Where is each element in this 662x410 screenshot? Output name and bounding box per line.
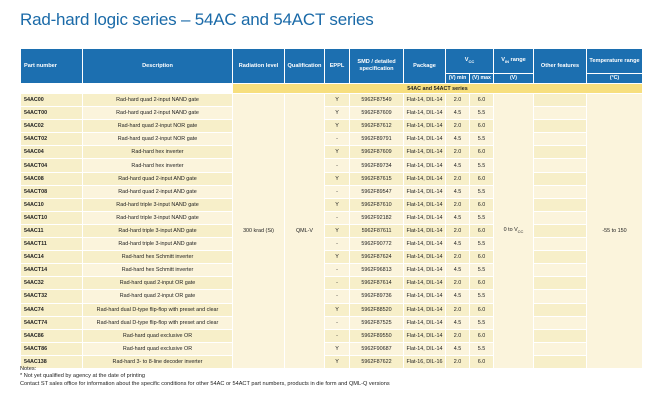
cell-other-features xyxy=(534,316,587,329)
cell-description: Rad-hard quad 2-input AND gate xyxy=(83,172,233,185)
cell-vmax: 6.0 xyxy=(470,303,494,316)
cell-other-features xyxy=(534,342,587,355)
cell-part-number: 54AC04 xyxy=(21,146,83,159)
cell-eppl: - xyxy=(325,316,350,329)
header-vmin: (V) min xyxy=(446,74,470,84)
header-vin-label: V xyxy=(501,56,505,63)
cell-vmin: 2.0 xyxy=(446,355,470,368)
cell-description: Rad-hard triple 3-input NAND gate xyxy=(83,198,233,211)
notes-line-1: * Not yet qualified by agency at the date of printing xyxy=(20,373,146,380)
cell-other-features xyxy=(534,329,587,342)
cell-package: Flat-14, DIL-14 xyxy=(404,277,446,290)
table-row xyxy=(21,172,643,185)
header-radiation-level: Radiation level xyxy=(233,49,285,84)
cell-eppl: Y xyxy=(325,146,350,159)
cell-vmin: 2.0 xyxy=(446,329,470,342)
table-row xyxy=(21,303,643,316)
table-row xyxy=(21,290,643,303)
cell-vmax: 5.5 xyxy=(470,264,494,277)
cell-temp-range: -55 to 150 xyxy=(587,94,643,369)
cell-part-number: 54AC02 xyxy=(21,120,83,133)
table-row xyxy=(21,198,643,211)
cell-description: Rad-hard hex Schmitt inverter xyxy=(83,251,233,264)
cell-smd: 5962F87622 xyxy=(350,355,404,368)
cell-other-features xyxy=(534,198,587,211)
cell-description: Rad-hard triple 3-input NAND gate xyxy=(83,211,233,224)
cell-smd: 5962F87609 xyxy=(350,107,404,120)
cell-eppl: - xyxy=(325,277,350,290)
cell-part-number: 54ACT02 xyxy=(21,133,83,146)
cell-vmax: 6.0 xyxy=(470,120,494,133)
cell-other-features xyxy=(534,238,587,251)
cell-vmin: 4.5 xyxy=(446,264,470,277)
cell-other-features xyxy=(534,290,587,303)
cell-part-number: 54AC32 xyxy=(21,277,83,290)
header-vin-sub: IN xyxy=(504,59,509,65)
cell-part-number: 54ACT04 xyxy=(21,159,83,172)
cell-vmin: 2.0 xyxy=(446,146,470,159)
table-row xyxy=(21,316,643,329)
header-vmax: (V) max xyxy=(470,74,494,84)
cell-package: Flat-14, DIL-14 xyxy=(404,251,446,264)
cell-smd: 5962F89791 xyxy=(350,133,404,146)
cell-package: Flat-14, DIL-14 xyxy=(404,303,446,316)
cell-vmin: 2.0 xyxy=(446,224,470,237)
cell-part-number: 54AC11 xyxy=(21,224,83,237)
notes xyxy=(20,366,390,388)
cell-vmax: 6.0 xyxy=(470,355,494,368)
cell-package: Flat-14, DIL-14 xyxy=(404,329,446,342)
cell-part-number: 54ACT86 xyxy=(21,342,83,355)
cell-other-features xyxy=(534,159,587,172)
cell-package: Flat-14, DIL-14 xyxy=(404,107,446,120)
header-vin-unit: (V) xyxy=(494,74,534,84)
table-row xyxy=(21,238,643,251)
cell-package: Flat-14, DIL-14 xyxy=(404,120,446,133)
notes-line-2: Contact ST sales office for information about the specific conditions for other 54AC or 54ACT part numbers, products in die form and QML-Q versions xyxy=(20,380,390,387)
series-label: 54AC and 54ACT series xyxy=(233,84,643,94)
cell-smd: 5962F89736 xyxy=(350,290,404,303)
cell-description: Rad-hard dual D-type flip-flop with preset and clear xyxy=(83,303,233,316)
cell-vmin: 2.0 xyxy=(446,120,470,133)
cell-vmax: 5.5 xyxy=(470,342,494,355)
cell-description: Rad-hard quad 2-input OR gate xyxy=(83,290,233,303)
cell-part-number: 54ACT11 xyxy=(21,238,83,251)
cell-other-features xyxy=(534,172,587,185)
cell-vmax: 5.5 xyxy=(470,133,494,146)
cell-package: Flat-14, DIL-14 xyxy=(404,342,446,355)
cell-smd: 5962F87612 xyxy=(350,120,404,133)
header-eppl: EPPL xyxy=(325,49,350,84)
header-vcc-label: V xyxy=(464,56,469,63)
table-row xyxy=(21,342,643,355)
cell-vmin: 4.5 xyxy=(446,159,470,172)
cell-smd: 5962F89734 xyxy=(350,159,404,172)
series-blank xyxy=(21,84,233,94)
header-vin-suffix: range xyxy=(508,56,526,63)
cell-description: Rad-hard quad exclusive OR xyxy=(83,342,233,355)
cell-eppl: - xyxy=(325,133,350,146)
cell-eppl: Y xyxy=(325,198,350,211)
cell-vmin: 4.5 xyxy=(446,290,470,303)
cell-vmax: 6.0 xyxy=(470,172,494,185)
cell-smd: 5962F89547 xyxy=(350,185,404,198)
header-qualification: Qualification xyxy=(285,49,325,84)
cell-other-features xyxy=(534,94,587,107)
cell-vin-range-label: 0 to V xyxy=(503,227,518,234)
cell-smd: 5962F90772 xyxy=(350,238,404,251)
cell-package: Flat-14, DIL-14 xyxy=(404,224,446,237)
cell-eppl: - xyxy=(325,238,350,251)
cell-part-number: 54AC86 xyxy=(21,329,83,342)
table-row xyxy=(21,94,643,107)
cell-eppl: - xyxy=(325,290,350,303)
table-row xyxy=(21,107,643,120)
cell-eppl: Y xyxy=(325,107,350,120)
cell-description: Rad-hard quad 2-input AND gate xyxy=(83,185,233,198)
cell-eppl: - xyxy=(325,329,350,342)
cell-smd: 5962F87615 xyxy=(350,172,404,185)
table-row xyxy=(21,329,643,342)
cell-eppl: Y xyxy=(325,224,350,237)
table-row xyxy=(21,251,643,264)
cell-vmax: 6.0 xyxy=(470,198,494,211)
cell-smd: 5962F87609 xyxy=(350,146,404,159)
cell-vmin: 2.0 xyxy=(446,172,470,185)
cell-eppl: - xyxy=(325,159,350,172)
cell-description: Rad-hard quad 2-input OR gate xyxy=(83,277,233,290)
cell-other-features xyxy=(534,120,587,133)
table-row xyxy=(21,120,643,133)
cell-package: Flat-14, DIL-14 xyxy=(404,94,446,107)
cell-vmin: 4.5 xyxy=(446,316,470,329)
cell-other-features xyxy=(534,185,587,198)
cell-vmax: 5.5 xyxy=(470,238,494,251)
header-smd: SMD / detailed specification xyxy=(350,49,404,84)
cell-vmax: 5.5 xyxy=(470,316,494,329)
notes-heading: Notes: xyxy=(20,366,37,372)
cell-vmax: 6.0 xyxy=(470,146,494,159)
cell-package: Flat-14, DIL-14 xyxy=(404,290,446,303)
cell-part-number: 54AC14 xyxy=(21,251,83,264)
cell-vmax: 6.0 xyxy=(470,277,494,290)
cell-other-features xyxy=(534,224,587,237)
cell-vmin: 4.5 xyxy=(446,107,470,120)
cell-vmax: 6.0 xyxy=(470,251,494,264)
cell-smd: 5962F89550 xyxy=(350,329,404,342)
cell-other-features xyxy=(534,355,587,368)
cell-description: Rad-hard hex inverter xyxy=(83,159,233,172)
cell-description: Rad-hard quad 2-input NOR gate xyxy=(83,120,233,133)
header-package: Package xyxy=(404,49,446,84)
cell-other-features xyxy=(534,277,587,290)
table-row xyxy=(21,277,643,290)
table-row xyxy=(21,185,643,198)
cell-smd: 5962F87614 xyxy=(350,277,404,290)
table-row xyxy=(21,264,643,277)
cell-vmin: 2.0 xyxy=(446,251,470,264)
header-temp-unit: (°C) xyxy=(587,74,643,84)
cell-smd: 5962F87624 xyxy=(350,251,404,264)
cell-radiation-level: 300 krad (Si) xyxy=(233,94,285,369)
cell-description: Rad-hard dual D-type flip-flop with preset and clear xyxy=(83,316,233,329)
cell-eppl: Y xyxy=(325,251,350,264)
cell-smd: 5962F87549 xyxy=(350,94,404,107)
cell-description: Rad-hard hex Schmitt inverter xyxy=(83,264,233,277)
header-description: Description xyxy=(83,49,233,84)
cell-other-features xyxy=(534,107,587,120)
cell-vmax: 6.0 xyxy=(470,224,494,237)
cell-package: Flat-14, DIL-14 xyxy=(404,264,446,277)
cell-smd: 5962F87611 xyxy=(350,224,404,237)
cell-package: Flat-14, DIL-14 xyxy=(404,198,446,211)
cell-vin-range xyxy=(494,94,534,369)
header-vcc-sub: CC xyxy=(468,59,475,65)
cell-package: Flat-14, DIL-14 xyxy=(404,172,446,185)
cell-package: Flat-14, DIL-14 xyxy=(404,316,446,329)
cell-vmin: 2.0 xyxy=(446,94,470,107)
cell-package: Flat-14, DIL-14 xyxy=(404,211,446,224)
cell-description: Rad-hard quad 2-input NAND gate xyxy=(83,107,233,120)
cell-vmax: 5.5 xyxy=(470,211,494,224)
cell-smd: 5962F87610 xyxy=(350,198,404,211)
cell-description: Rad-hard triple 3-input AND gate xyxy=(83,224,233,237)
cell-package: Flat-14, DIL-14 xyxy=(404,238,446,251)
cell-part-number: 54ACT00 xyxy=(21,107,83,120)
cell-eppl: Y xyxy=(325,342,350,355)
product-table xyxy=(20,48,643,369)
cell-vmax: 5.5 xyxy=(470,159,494,172)
cell-part-number: 54ACT32 xyxy=(21,290,83,303)
cell-smd: 5962F92182 xyxy=(350,211,404,224)
page-title: Rad-hard logic series – 54AC and 54ACT series xyxy=(20,10,374,29)
cell-other-features xyxy=(534,264,587,277)
cell-vmax: 6.0 xyxy=(470,329,494,342)
cell-eppl: - xyxy=(325,185,350,198)
cell-part-number: 54ACT74 xyxy=(21,316,83,329)
cell-description: Rad-hard 3- to 8-line decoder inverter xyxy=(83,355,233,368)
cell-vmin: 4.5 xyxy=(446,211,470,224)
header-part-number: Part number xyxy=(21,49,83,84)
cell-vmax: 5.5 xyxy=(470,107,494,120)
header-other-features: Other features xyxy=(534,49,587,84)
cell-part-number: 54ACT10 xyxy=(21,211,83,224)
header-vin-range xyxy=(494,49,534,74)
cell-eppl: Y xyxy=(325,94,350,107)
table-row xyxy=(21,224,643,237)
cell-eppl: - xyxy=(325,211,350,224)
cell-package: Flat-16, DIL-16 xyxy=(404,355,446,368)
cell-package: Flat-14, DIL-14 xyxy=(404,146,446,159)
cell-vmin: 4.5 xyxy=(446,238,470,251)
cell-other-features xyxy=(534,133,587,146)
cell-eppl: Y xyxy=(325,303,350,316)
cell-qualification: QML-V xyxy=(285,94,325,369)
cell-vmin: 4.5 xyxy=(446,133,470,146)
cell-package: Flat-14, DIL-14 xyxy=(404,159,446,172)
cell-vmin: 2.0 xyxy=(446,303,470,316)
cell-description: Rad-hard quad 2-input NAND gate xyxy=(83,94,233,107)
cell-vmax: 5.5 xyxy=(470,185,494,198)
cell-vmax: 6.0 xyxy=(470,94,494,107)
cell-description: Rad-hard triple 3-input AND gate xyxy=(83,238,233,251)
table-row xyxy=(21,133,643,146)
cell-vin-range-sub: CC xyxy=(517,229,524,235)
cell-other-features xyxy=(534,251,587,264)
cell-part-number: 54AC74 xyxy=(21,303,83,316)
cell-smd: 5962F96813 xyxy=(350,264,404,277)
table-row xyxy=(21,159,643,172)
table-row xyxy=(21,211,643,224)
cell-vmin: 2.0 xyxy=(446,277,470,290)
cell-smd: 5962F87525 xyxy=(350,316,404,329)
cell-part-number: 54ACT08 xyxy=(21,185,83,198)
cell-description: Rad-hard hex inverter xyxy=(83,146,233,159)
cell-part-number: 54AC08 xyxy=(21,172,83,185)
header-temp-range: Temperature range xyxy=(587,49,643,74)
cell-other-features xyxy=(534,211,587,224)
cell-part-number: 54AC10 xyxy=(21,198,83,211)
cell-other-features xyxy=(534,146,587,159)
cell-part-number: 54AC00 xyxy=(21,94,83,107)
cell-part-number: 54ACT14 xyxy=(21,264,83,277)
cell-vmax: 5.5 xyxy=(470,290,494,303)
cell-package: Flat-14, DIL-14 xyxy=(404,185,446,198)
cell-package: Flat-14, DIL-14 xyxy=(404,133,446,146)
cell-vmin: 4.5 xyxy=(446,185,470,198)
cell-vmin: 4.5 xyxy=(446,342,470,355)
cell-eppl: Y xyxy=(325,172,350,185)
cell-eppl: - xyxy=(325,264,350,277)
cell-part-number: 54AC138 xyxy=(21,355,83,368)
table-row xyxy=(21,146,643,159)
cell-eppl: Y xyxy=(325,120,350,133)
cell-description: Rad-hard quad 2-input NOR gate xyxy=(83,133,233,146)
cell-eppl: Y xyxy=(325,355,350,368)
cell-smd: 5962F88520 xyxy=(350,303,404,316)
cell-description: Rad-hard quad exclusive OR xyxy=(83,329,233,342)
cell-smd: 5962F90687 xyxy=(350,342,404,355)
cell-other-features xyxy=(534,303,587,316)
header-vcc xyxy=(446,49,494,74)
cell-vmin: 2.0 xyxy=(446,198,470,211)
